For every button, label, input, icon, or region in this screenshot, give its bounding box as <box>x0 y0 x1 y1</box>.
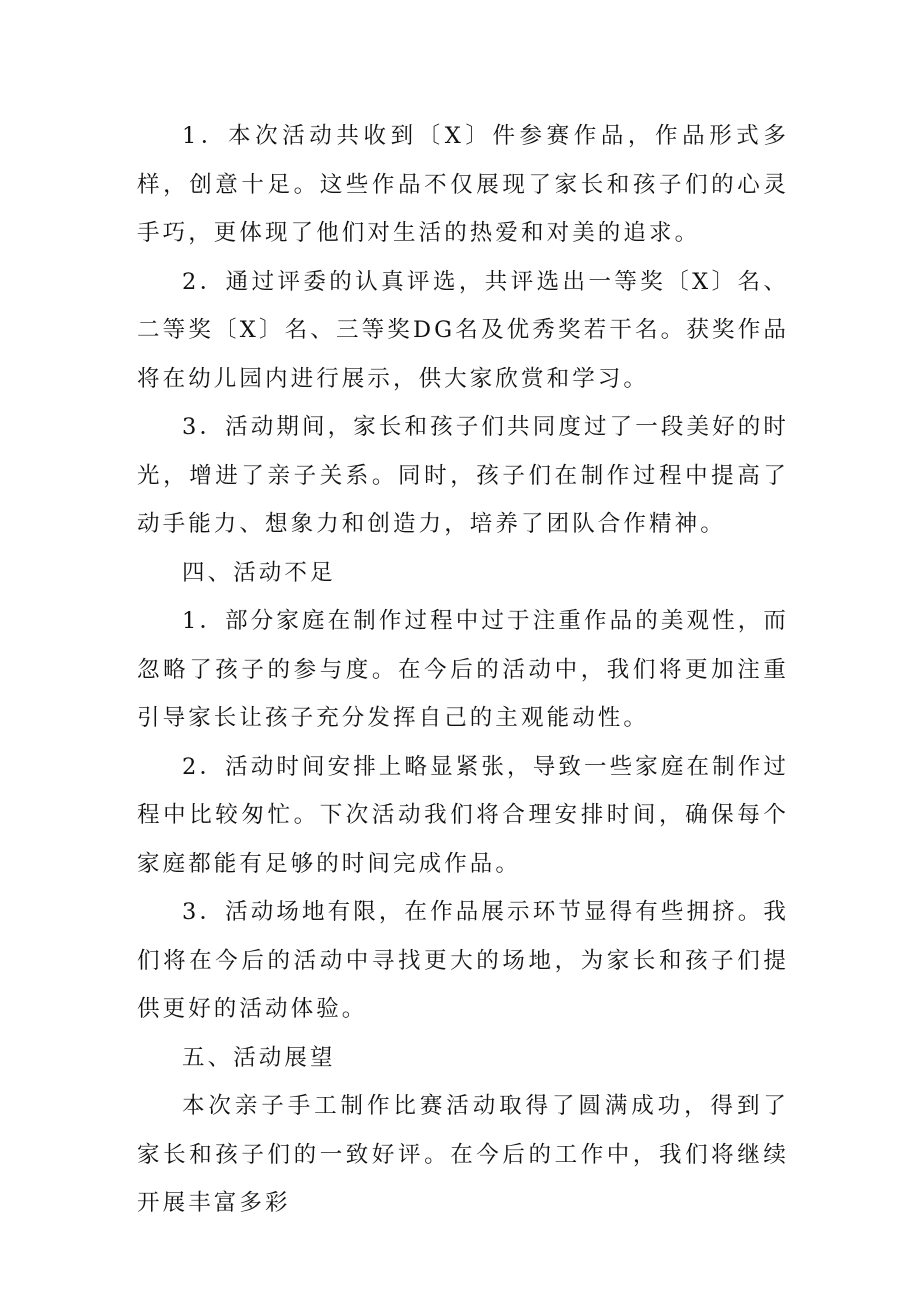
result-item-3: 3．活动期间，家长和孩子们共同度过了一段美好的时光，增进了亲子关系。同时，孩子们在制作过程中提高了动手能力、想象力和创造力，培养了团队合作精神。 <box>137 414 789 537</box>
result-item-2: 2．通过评委的认真评选，共评选出一等奖〔X〕名、二等奖〔X〕名、三等奖DG名及优秀奖若干名。获奖作品将在幼儿园内进行展示，供大家欣赏和学习。 <box>137 268 789 392</box>
section-heading-shortcomings: 四、活动不足 <box>182 559 336 586</box>
section-heading-outlook: 五、活动展望 <box>182 1044 336 1071</box>
shortcoming-item-2: 2．活动时间安排上略显紧张，导致一些家庭在制作过程中比较匆忙。下次活动我们将合理安排时间，确保每个家庭都能有足够的时间完成作品。 <box>137 753 789 877</box>
document-body <box>137 112 789 1228</box>
outlook-paragraph: 本次亲子手工制作比赛活动取得了圆满成功，得到了家长和孩子们的一致好评。在今后的工作中，我们将继续开展丰富多彩 <box>137 1093 789 1216</box>
result-item-1: 1．本次活动共收到〔X〕件参赛作品，作品形式多样，创意十足。这些作品不仅展现了家长和孩子们的心灵手巧，更体现了他们对生活的热爱和对美的追求。 <box>137 123 789 246</box>
shortcoming-item-1: 1．部分家庭在制作过程中过于注重作品的美观性，而忽略了孩子的参与度。在今后的活动中，我们将更加注重引导家长让孩子充分发挥自己的主观能动性。 <box>137 608 789 731</box>
shortcoming-item-3: 3．活动场地有限，在作品展示环节显得有些拥挤。我们将在今后的活动中寻找更大的场地，为家长和孩子们提供更好的活动体验。 <box>137 899 789 1022</box>
